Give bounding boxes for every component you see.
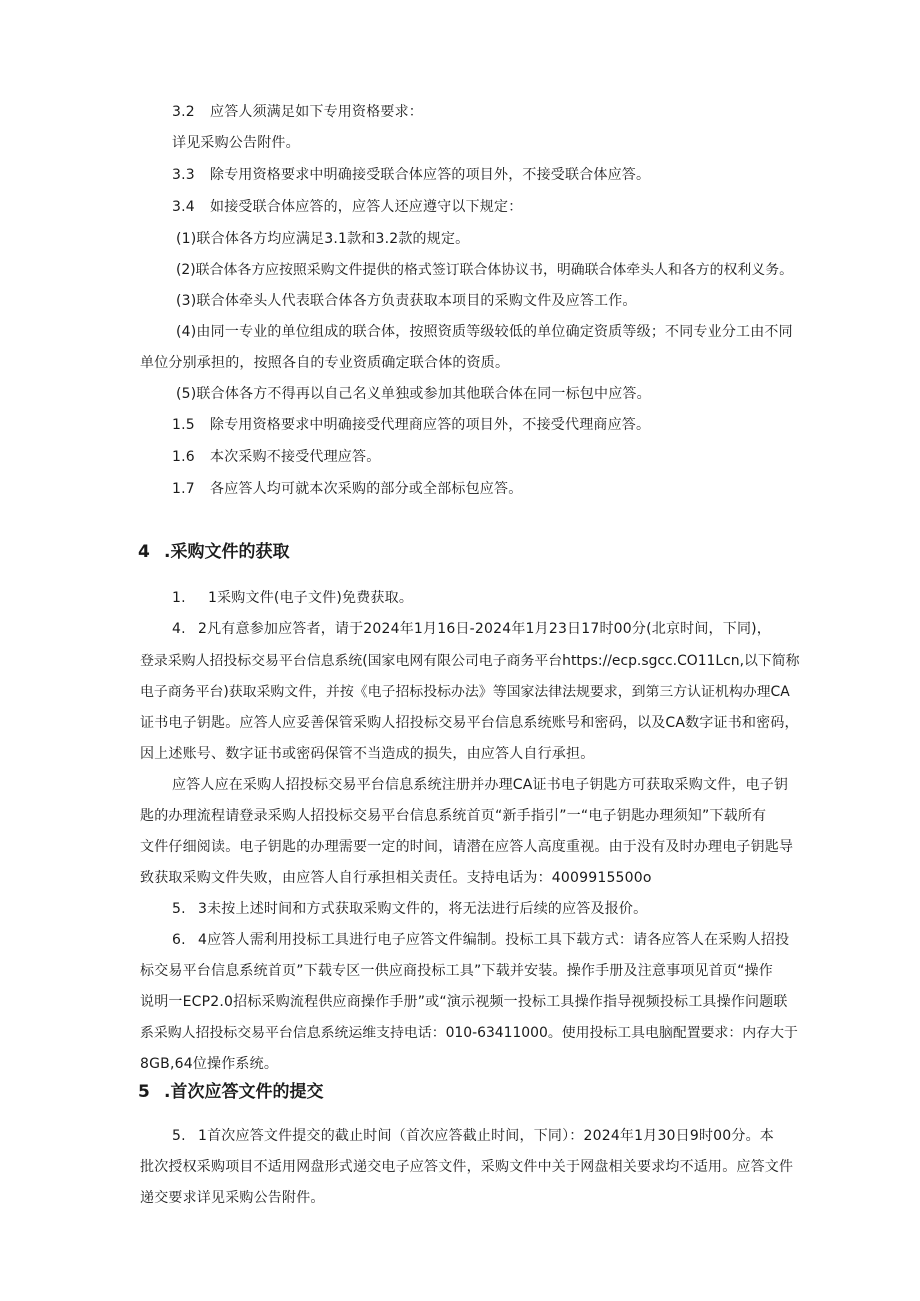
- clause-text: 除专用资格要求中明确接受代理商应答的项目外，不接受代理商应答。: [210, 417, 651, 433]
- clause-text: 3未按上述时间和方式获取采购文件的，将无法进行后续的应答及报价。: [198, 901, 648, 917]
- clause-4-3: [172, 899, 647, 919]
- clause-text: 应答人须满足如下专用资格要求：: [210, 104, 423, 120]
- clause-text: 4应答人需利用投标工具进行电子应答文件编制。投标工具下载方式：请各应答人在采购人招投: [198, 932, 790, 948]
- clause-number: 1.7: [172, 481, 195, 497]
- ca-paragraph-line1: 应答人应在采购人招投标交易平台信息系统注册并办理CA证书电子钥匙方可获取采购文件，电子钥: [172, 777, 789, 793]
- clause-text: 除专用资格要求中明确接受联合体应答的项目外，不接受联合体应答。: [210, 167, 651, 183]
- clause-text: 2凡有意参加应答者，请于2024年1月16日-2024年1月23日17时00分(北京时间，下同)，: [198, 621, 772, 637]
- clause-number: 6.: [172, 932, 186, 948]
- clause-text: 本次采购不接受代理应答。: [210, 449, 381, 465]
- clause-4-4-line2: 标交易平台信息系统首页”下载专区一供应商投标工具”下载并安装。操作手册及注意事项见首页“操作: [140, 963, 773, 979]
- clause-number: 1.6: [172, 449, 195, 465]
- heading-number: 5: [138, 1082, 150, 1102]
- ca-paragraph-line3: 文件仔细阅读。电子钥匙的办理需要一定的时间，请潜在应答人高度重视。由于没有及时办理电子钥匙导: [140, 839, 794, 855]
- heading-text: .首次应答文件的提交: [164, 1082, 324, 1102]
- heading-text: .采购文件的获取: [164, 542, 290, 562]
- heading-number: 4: [138, 542, 150, 562]
- joint-rule-2: (2)联合体各方应按照采购文件提供的格式签订联合体协议书，明确联合体牵头人和各方的权利义务。: [176, 262, 793, 278]
- joint-rule-3: (3)联合体牵头人代表联合体各方负责获取本项目的采购文件及应答工作。: [176, 293, 637, 309]
- clause-number: 3.2: [172, 104, 195, 120]
- clause-3-3: [172, 165, 650, 185]
- clause-3-2-detail: 详见采购公告附件。: [172, 135, 300, 151]
- section-4-heading: [138, 540, 289, 564]
- clause-text: 如接受联合体应答的，应答人还应遵守以下规定：: [210, 199, 523, 215]
- clause-4-1: [172, 588, 413, 608]
- clause-4-2-line4: 证书电子钥匙。应答人应妥善保管采购人招投标交易平台信息系统账号和密码，以及CA数字证书和密码，: [140, 715, 799, 731]
- joint-rule-4-cont: 单位分别承担的，按照各自的专业资质确定联合体的资质。: [140, 355, 510, 371]
- clause-4-2-line3: 电子商务平台)获取采购文件，并按《电子招标投标办法》等国家法律法规要求，到第三方认证机构办理CA: [140, 684, 790, 700]
- clause-4-2-line5: 因上述账号、数字证书或密码保管不当造成的损失，由应答人自行承担。: [140, 746, 595, 762]
- clause-text: 1采购文件(电子文件)免费获取。: [208, 590, 414, 606]
- clause-1-5: [172, 415, 650, 435]
- clause-number: 4.: [172, 621, 186, 637]
- clause-4-2-line2: 登录采购人招投标交易平台信息系统(国家电网有限公司电子商务平台https://ecp.sgcc.CO11Lcn,以下简称: [140, 653, 800, 669]
- ca-paragraph-line2: 匙的办理流程请登录采购人招投标交易平台信息系统首页“新手指引”一“电子钥匙办理须知”下载所有: [140, 808, 767, 824]
- clause-number: 5.: [172, 1128, 186, 1144]
- clause-5-1-line2: 批次授权采购项目不适用网盘形式递交电子应答文件，采购文件中关于网盘相关要求均不适用。应答文件: [140, 1159, 794, 1175]
- clause-text: 1首次应答文件提交的截止时间（首次应答截止时间，下同）：2024年1月30日9时00分。本: [198, 1128, 774, 1144]
- clause-1-7: [172, 479, 522, 499]
- joint-rule-1: (1)联合体各方均应满足3.1款和3.2款的规定。: [176, 231, 470, 247]
- clause-number: 3.3: [172, 167, 195, 183]
- clause-4-4-line4: 系采购人招投标交易平台信息系统运维支持电话：010-63411000。使用投标工具电脑配置要求：内存大于: [140, 1025, 798, 1041]
- clause-1-6: [172, 447, 380, 467]
- clause-5-1-line3: 递交要求详见采购公告附件。: [140, 1190, 325, 1206]
- ca-paragraph-line4: 致获取采购文件失败，由应答人自行承担相关责任。支持电话为：4009915500o: [140, 870, 652, 886]
- clause-4-2-line1: [172, 619, 771, 639]
- clause-number: 3.4: [172, 199, 195, 215]
- clause-number: 5.: [172, 901, 186, 917]
- clause-4-4-line5: 8GB,64位操作系统。: [140, 1056, 279, 1072]
- joint-rule-5: (5)联合体各方不得再以自己名义单独或参加其他联合体在同一标包中应答。: [176, 386, 651, 402]
- clause-number: 1.: [172, 590, 186, 606]
- clause-5-1-line1: [172, 1126, 774, 1146]
- clause-number: 1.5: [172, 417, 195, 433]
- clause-3-4: [172, 197, 522, 217]
- section-5-heading: [138, 1080, 323, 1104]
- clause-3-2: [172, 102, 423, 122]
- clause-4-4-line3: 说明一ECP2.0招标采购流程供应商操作手册”或“演示视频一投标工具操作指导视频投标工具操作问题联: [140, 994, 788, 1010]
- clause-text: 各应答人均可就本次采购的部分或全部标包应答。: [210, 481, 523, 497]
- joint-rule-4: (4)由同一专业的单位组成的联合体，按照资质等级较低的单位确定资质等级；不同专业分工由不同: [176, 324, 793, 340]
- clause-4-4-line1: [172, 930, 789, 950]
